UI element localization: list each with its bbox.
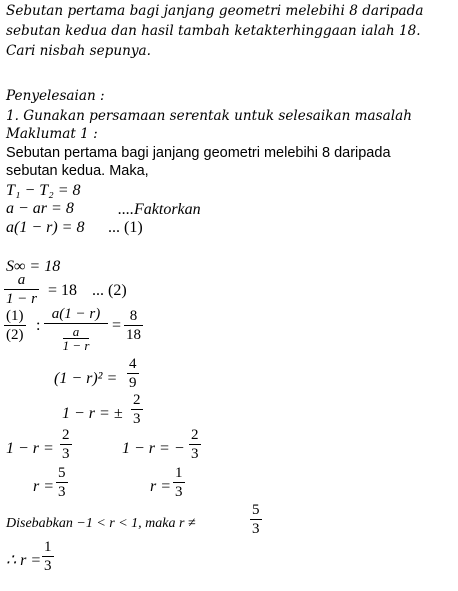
question-line-1: Sebutan pertama bagi janjang geometri melebihi 8 daripada bbox=[6, 3, 424, 19]
equation-1-label: ... (1) bbox=[108, 219, 143, 236]
conclusion-line: Disebabkan −1 < r < 1, maka r ≠ bbox=[6, 516, 196, 531]
case-2-equation: 1 − r = − bbox=[122, 440, 185, 457]
fraction-a-over-1-minus-r: a 1 − r bbox=[6, 272, 37, 307]
fraction-2-over-3-pm: 2 3 bbox=[133, 392, 141, 427]
step-1-instruction: 1. Gunakan persamaan serentak untuk selesaikan masalah bbox=[6, 108, 412, 124]
compound-fraction: a(1 − r) $\frac{a}{1 - r}$ bbox=[44, 306, 108, 352]
fraction-2-over-3-case-1: 2 3 bbox=[62, 427, 70, 462]
equals-18: = 18 bbox=[48, 282, 78, 299]
fraction-4-over-9: 4 9 bbox=[129, 356, 137, 391]
fraction-5-over-3: 5 3 bbox=[58, 465, 66, 500]
fraction-1-over-3-case-2: 1 3 bbox=[175, 465, 183, 500]
result-r-case-1: r = bbox=[33, 478, 55, 495]
equation-sum-infinity: S∞ = 18 bbox=[6, 258, 61, 275]
info-line-2: sebutan kedua. Maka, bbox=[6, 163, 149, 179]
fraction-2-over-3-case-2: 2 3 bbox=[191, 427, 199, 462]
question-line-3: Cari nisbah sepunya. bbox=[6, 43, 151, 59]
equation-factored: a(1 − r) = 8 bbox=[6, 219, 85, 236]
equation-a-ar: a − ar = 8 bbox=[6, 200, 74, 217]
final-answer: ∴ r = bbox=[6, 552, 42, 569]
info-line-1: Sebutan pertama bagi janjang geometri melebihi 8 daripada bbox=[6, 145, 391, 161]
case-1-equation: 1 − r = bbox=[6, 440, 54, 457]
result-r-case-2: r = bbox=[150, 478, 172, 495]
solution-heading: Penyelesaian : bbox=[6, 88, 105, 104]
colon-symbol: : bbox=[36, 317, 41, 334]
equation-2-label: ... (2) bbox=[92, 282, 127, 299]
fraction-8-over-18: 8 18 bbox=[126, 308, 141, 343]
equals-sign: = bbox=[112, 317, 122, 334]
fraction-1-over-3-final: 1 3 bbox=[44, 539, 52, 574]
fraction-5-over-3-excluded: 5 3 bbox=[252, 502, 260, 537]
question-line-2: sebutan kedua dan hasil tambah ketakterhinggaan ialah 18. bbox=[6, 23, 421, 39]
squared-equation: (1 − r)² = bbox=[54, 370, 118, 387]
equation-t1-t2: T₁ − T₂ = 8 bbox=[6, 182, 81, 199]
info-heading: Maklumat 1 : bbox=[6, 126, 98, 142]
factor-note: ....Faktorkan bbox=[118, 201, 201, 218]
ratio-1-over-2: (1) (2) bbox=[6, 308, 24, 343]
plus-minus-equation: 1 − r = ± bbox=[62, 405, 123, 422]
